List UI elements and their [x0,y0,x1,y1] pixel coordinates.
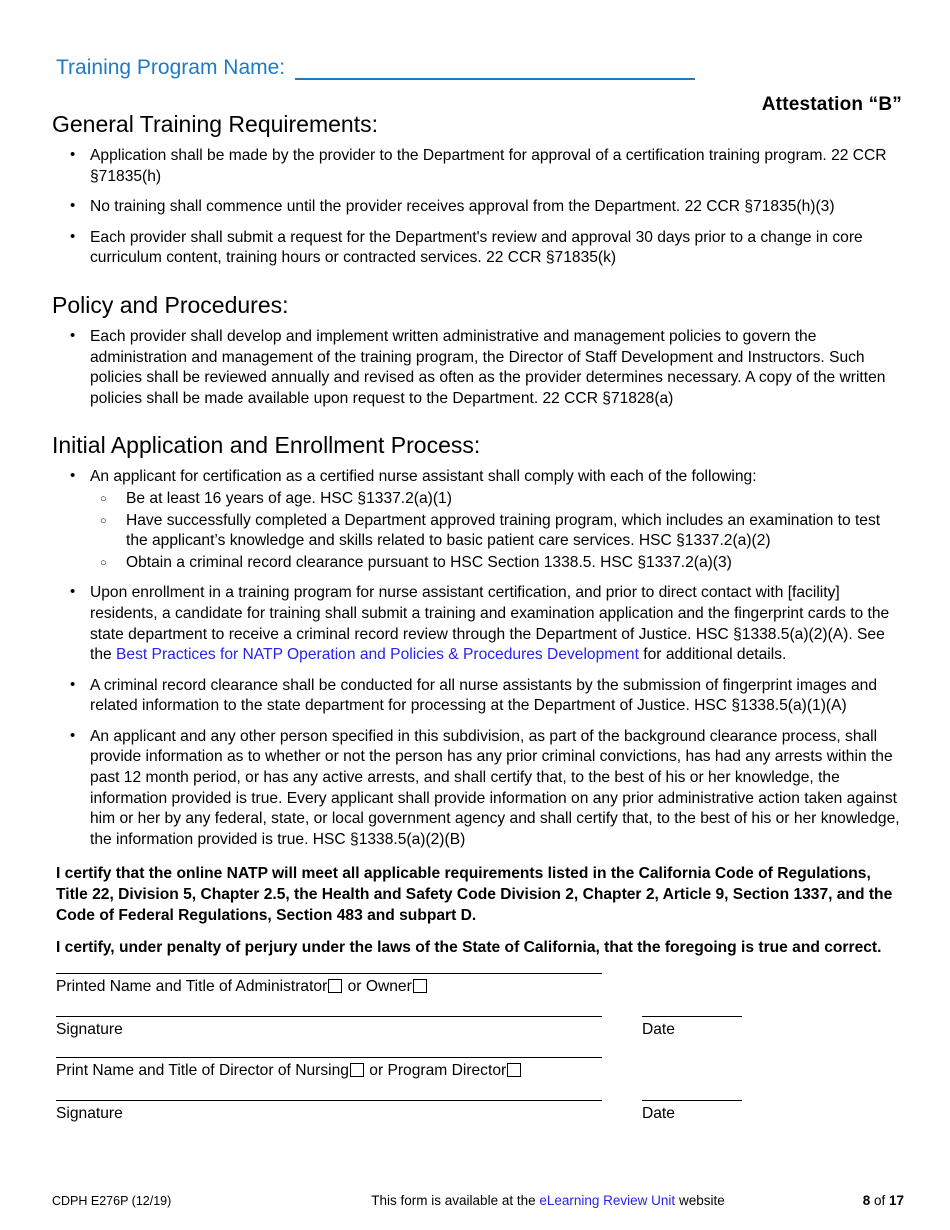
list-item-text-part-1: Upon enrollment in a training program for nurse assistant certification, and prior to direct contact with [facility] residents, a candidate for training shall submit a training and examination application and the fingerprint cards to the state department to receive a criminal record review through the Department of Justice. HSC §1338.5(a)(2)(A). See the [90,584,890,664]
page-total: 17 [888,1193,904,1208]
date-1-line[interactable] [642,1016,742,1017]
signature-2-caption-row [56,1101,904,1127]
list-item: • An applicant and any other person specified in this subdivision, as part of the background clearance process, shall provide information as to whether or not the person has any prior criminal convictions, has had any arrests within the past 12 month period, or has any active arrests, and shall certify that, to the best of his or her knowledge, the information provided is true. Every applicant shall provide information on any prior administrative action taken against him or her by any federal, state, or local government agency and shall certify that, to the best of his or her knowledge, the information provided is true. HSC §1338.5(a)(2)(B) [52,727,904,851]
footer-availability-text [302,1193,794,1208]
date-2-caption: Date [642,1104,675,1122]
training-program-name-label: Training Program Name: [56,56,286,79]
footer-availability-post: website [675,1193,725,1208]
training-program-name-input-blank[interactable] [295,59,695,80]
signature-1-caption: Signature [56,1020,123,1038]
elearning-review-unit-link[interactable]: eLearning Review Unit [539,1193,676,1208]
owner-caption-text: or Owner [343,977,412,995]
list-item: • Application shall be made by the provider to the Department for approval of a certification training program. 22 CCR §71835(h) [52,146,904,187]
program-director-checkbox[interactable] [507,1063,521,1077]
date-2-line[interactable] [642,1100,742,1101]
signature-1-caption-row [56,1017,904,1043]
administrator-name-group [56,973,904,1000]
training-program-name-row [56,50,904,80]
date-1-caption: Date [642,1020,675,1038]
section-heading-initial-application: Initial Application and Enrollment Process: [52,432,481,459]
sub-list-item: ○ Have successfully completed a Department approved training program, which includes an examination to test the applicant’s knowledge and skills related to basic patient care services. HSC §1337.2(a)(2) [90,511,904,552]
administrator-caption-text: Printed Name and Title of Administrator [56,977,328,995]
list-item [52,467,904,573]
page-of-text: of [870,1193,889,1208]
spacer [56,1043,904,1057]
owner-checkbox[interactable] [413,979,427,993]
best-practices-natp-link[interactable]: Best Practices for NATP Operation and Policies & Procedures Development [116,646,639,664]
page-current: 8 [862,1193,871,1208]
director-name-group [56,1057,904,1084]
initial-application-bullet-list [52,467,904,850]
section-heading-general-training: General Training Requirements: [52,111,378,137]
director-of-nursing-caption-text: Print Name and Title of Director of Nursing [56,1061,349,1079]
signature-2-caption: Signature [56,1104,123,1122]
applicant-requirements-sublist [90,489,904,573]
list-item: • A criminal record clearance shall be conducted for all nurse assistants by the submission of fingerprint images and related information to the state department for processing at the Department of Justice. HSC §1338.5(a)(1)(A) [52,676,904,717]
signature-2-group [56,1100,904,1127]
sub-list-item: ○ Be at least 16 years of age. HSC §1337.2(a)(1) [90,489,904,510]
signature-1-line[interactable] [56,1016,602,1017]
director-name-line[interactable] [56,1057,602,1058]
list-item-text: An applicant for certification as a certified nurse assistant shall comply with each of the following: [90,468,757,486]
spacer [56,1084,904,1100]
director-caption [56,1061,522,1081]
list-item: • Each provider shall submit a request for the Department's review and approval 30 days prior to a change in core curriculum content, training hours or contracted services. 22 CCR §71835(k) [52,228,904,269]
administrator-checkbox[interactable] [328,979,342,993]
list-item [52,583,904,665]
signature-2-line[interactable] [56,1100,602,1101]
director-caption-row [56,1058,904,1084]
administrator-caption [56,977,428,997]
spacer [56,1000,904,1016]
director-of-nursing-checkbox[interactable] [350,1063,364,1077]
certification-statement-perjury: I certify, under penalty of perjury under the laws of the State of California, that the foregoing is true and correct. [56,939,882,957]
administrator-caption-row [56,974,904,1000]
attestation-title: Attestation “B” [761,94,902,115]
list-item-text-part-2: for additional details. [638,646,787,664]
sub-list-item: ○ Obtain a criminal record clearance pursuant to HSC Section 1338.5. HSC §1337.2(a)(3) [90,553,904,574]
footer-page-number [794,1193,904,1208]
footer-form-id: CDPH E276P (12/19) [52,1194,172,1208]
signature-1-group [56,1016,904,1043]
page-footer [52,1193,904,1208]
program-director-caption-text: or Program Director [364,1061,507,1079]
policy-procedures-bullet-list [52,327,904,409]
section-heading-policy-procedures: Policy and Procedures: [52,291,289,318]
general-training-bullet-list [52,146,904,269]
list-item: • Each provider shall develop and implement written administrative and management policies to govern the administration and management of the training program, the Director of Staff Development and Instructors. Such policies shall be reviewed annually and revised as often as the provider determines necessary. A copy of the written policies shall be made available upon request to the Department. 22 CCR §71828(a) [52,327,904,409]
administrator-name-line[interactable] [56,973,602,974]
footer-availability-pre: This form is available at the [371,1193,540,1208]
signature-block [52,973,904,1127]
certification-statement-requirements: I certify that the online NATP will meet all applicable requirements listed in the California Code of Regulations, Title 22, Division 5, Chapter 2.5, the Health and Safety Code Division 2, Chapter 2, Article 9, Section 1337, and the Code of Federal Regulations, Section 483 and subpart D. [56,865,893,924]
list-item: • No training shall commence until the provider receives approval from the Department. 22 CCR §71835(h)(3) [52,197,904,218]
